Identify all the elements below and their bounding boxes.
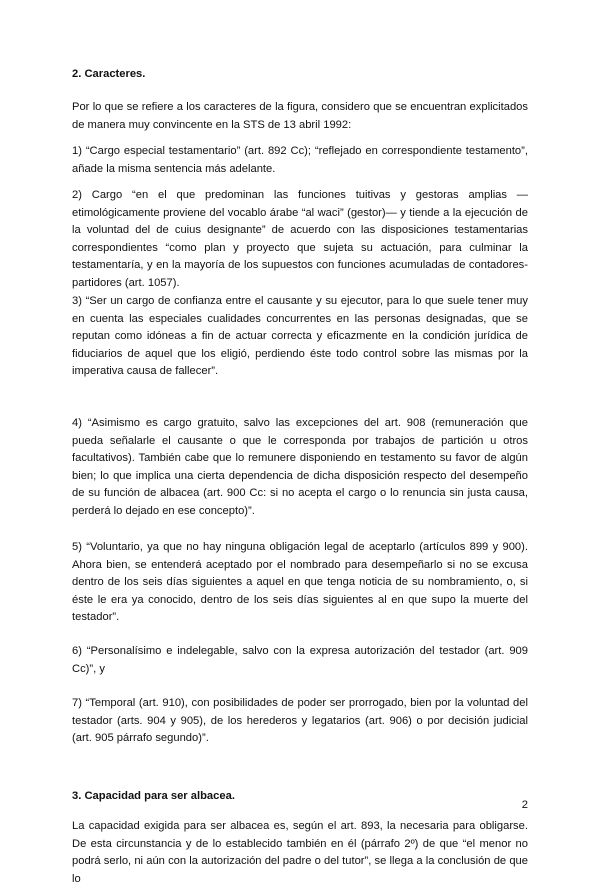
item-3-paragraph: 3) “Ser un cargo de confianza entre el causante y su ejecutor, para lo que suele tener muy en cuenta las especiales cualidades concurrentes en las personas designadas, que se reputan como idóneas a fin de actuar correcta y eficazmente en la condición jurídica de fiduciarios de aquel que los eligió, perdiendo éste todo control sobre las mismas por la imperativa causa de fallecer”. (72, 295, 528, 378)
item-7-paragraph: 7) “Temporal (art. 910), con posibilidades de poder ser prorrogado, bien por la voluntad del testador (arts. 904 y 905), de los herederos y legatarios (art. 906) o por decisión judicial (art. 905 párrafo segundo)”. (72, 697, 528, 745)
section-2-intro: Por lo que se refiere a los caracteres de la figura, considero que se encuentran explicitados de manera muy convincente en la STS de 13 abril 1992: (72, 101, 528, 131)
page-number: 2 (521, 799, 528, 811)
section-3-heading: 3. Capacidad para ser albacea. (72, 790, 235, 802)
item-2-paragraph: 2) Cargo “en el que predominan las funciones tuitivas y gestoras amplias —etimológicamente proviene del vocablo árabe “al waci” (gestor)— y tiende a la ejecución de la voluntad del de cuius designante” de acuerdo con las disposiciones testamentarias correspondientes “como plan y proyecto que sujeta su actuación, para culminar la testamentaría, y en la mayoría de los supuestos con funciones acumuladas de contadores-partidores (art. 1057). (72, 189, 528, 289)
item-4-paragraph: 4) “Asimismo es cargo gratuito, salvo las excepciones del art. 908 (remuneración que pueda señalarle el causante o que le corresponda por trabajos de partición u otros facultativos). También cabe que lo remunere disponiendo en testamento su favor de algún bien; lo que implica una cierta dependencia de dicha disposición respecto del desempeño de su función de albacea (art. 900 Cc: si no acepta el cargo o lo renuncia sin justa causa, perderá lo dejado en ese concepto)”. (72, 417, 528, 517)
section-3-body: La capacidad exigida para ser albacea es, según el art. 893, la necesaria para obligarse. De esta circunstancia y de lo establecido también en él (párrafo 2º) de que “el menor no podrá serlo, ni aún con la autorización del padre o del tutor”, se llega a la conclusión de que lo (72, 820, 528, 885)
item-1-paragraph: 1) “Cargo especial testamentario” (art. 892 Cc); “reflejado en correspondiente testamento”, añade la misma sentencia más adelante. (72, 145, 528, 175)
section-2-heading: 2. Caracteres. (72, 68, 146, 80)
item-6-paragraph: 6) “Personalísimo e indelegable, salvo con la expresa autorización del testador (art. 909 Cc)”, y (72, 645, 528, 675)
item-5-paragraph: 5) “Voluntario, ya que no hay ninguna obligación legal de aceptarlo (artículos 899 y 900). Ahora bien, se entenderá aceptado por el nombrado para desempeñarlo si no se excusa dentro de los seis días siguientes a aquel en que tenga noticia de su nombramiento, o, si éste le era ya conocido, dentro de los seis días siguientes al en que supo la muerte del testador”. (72, 541, 528, 624)
